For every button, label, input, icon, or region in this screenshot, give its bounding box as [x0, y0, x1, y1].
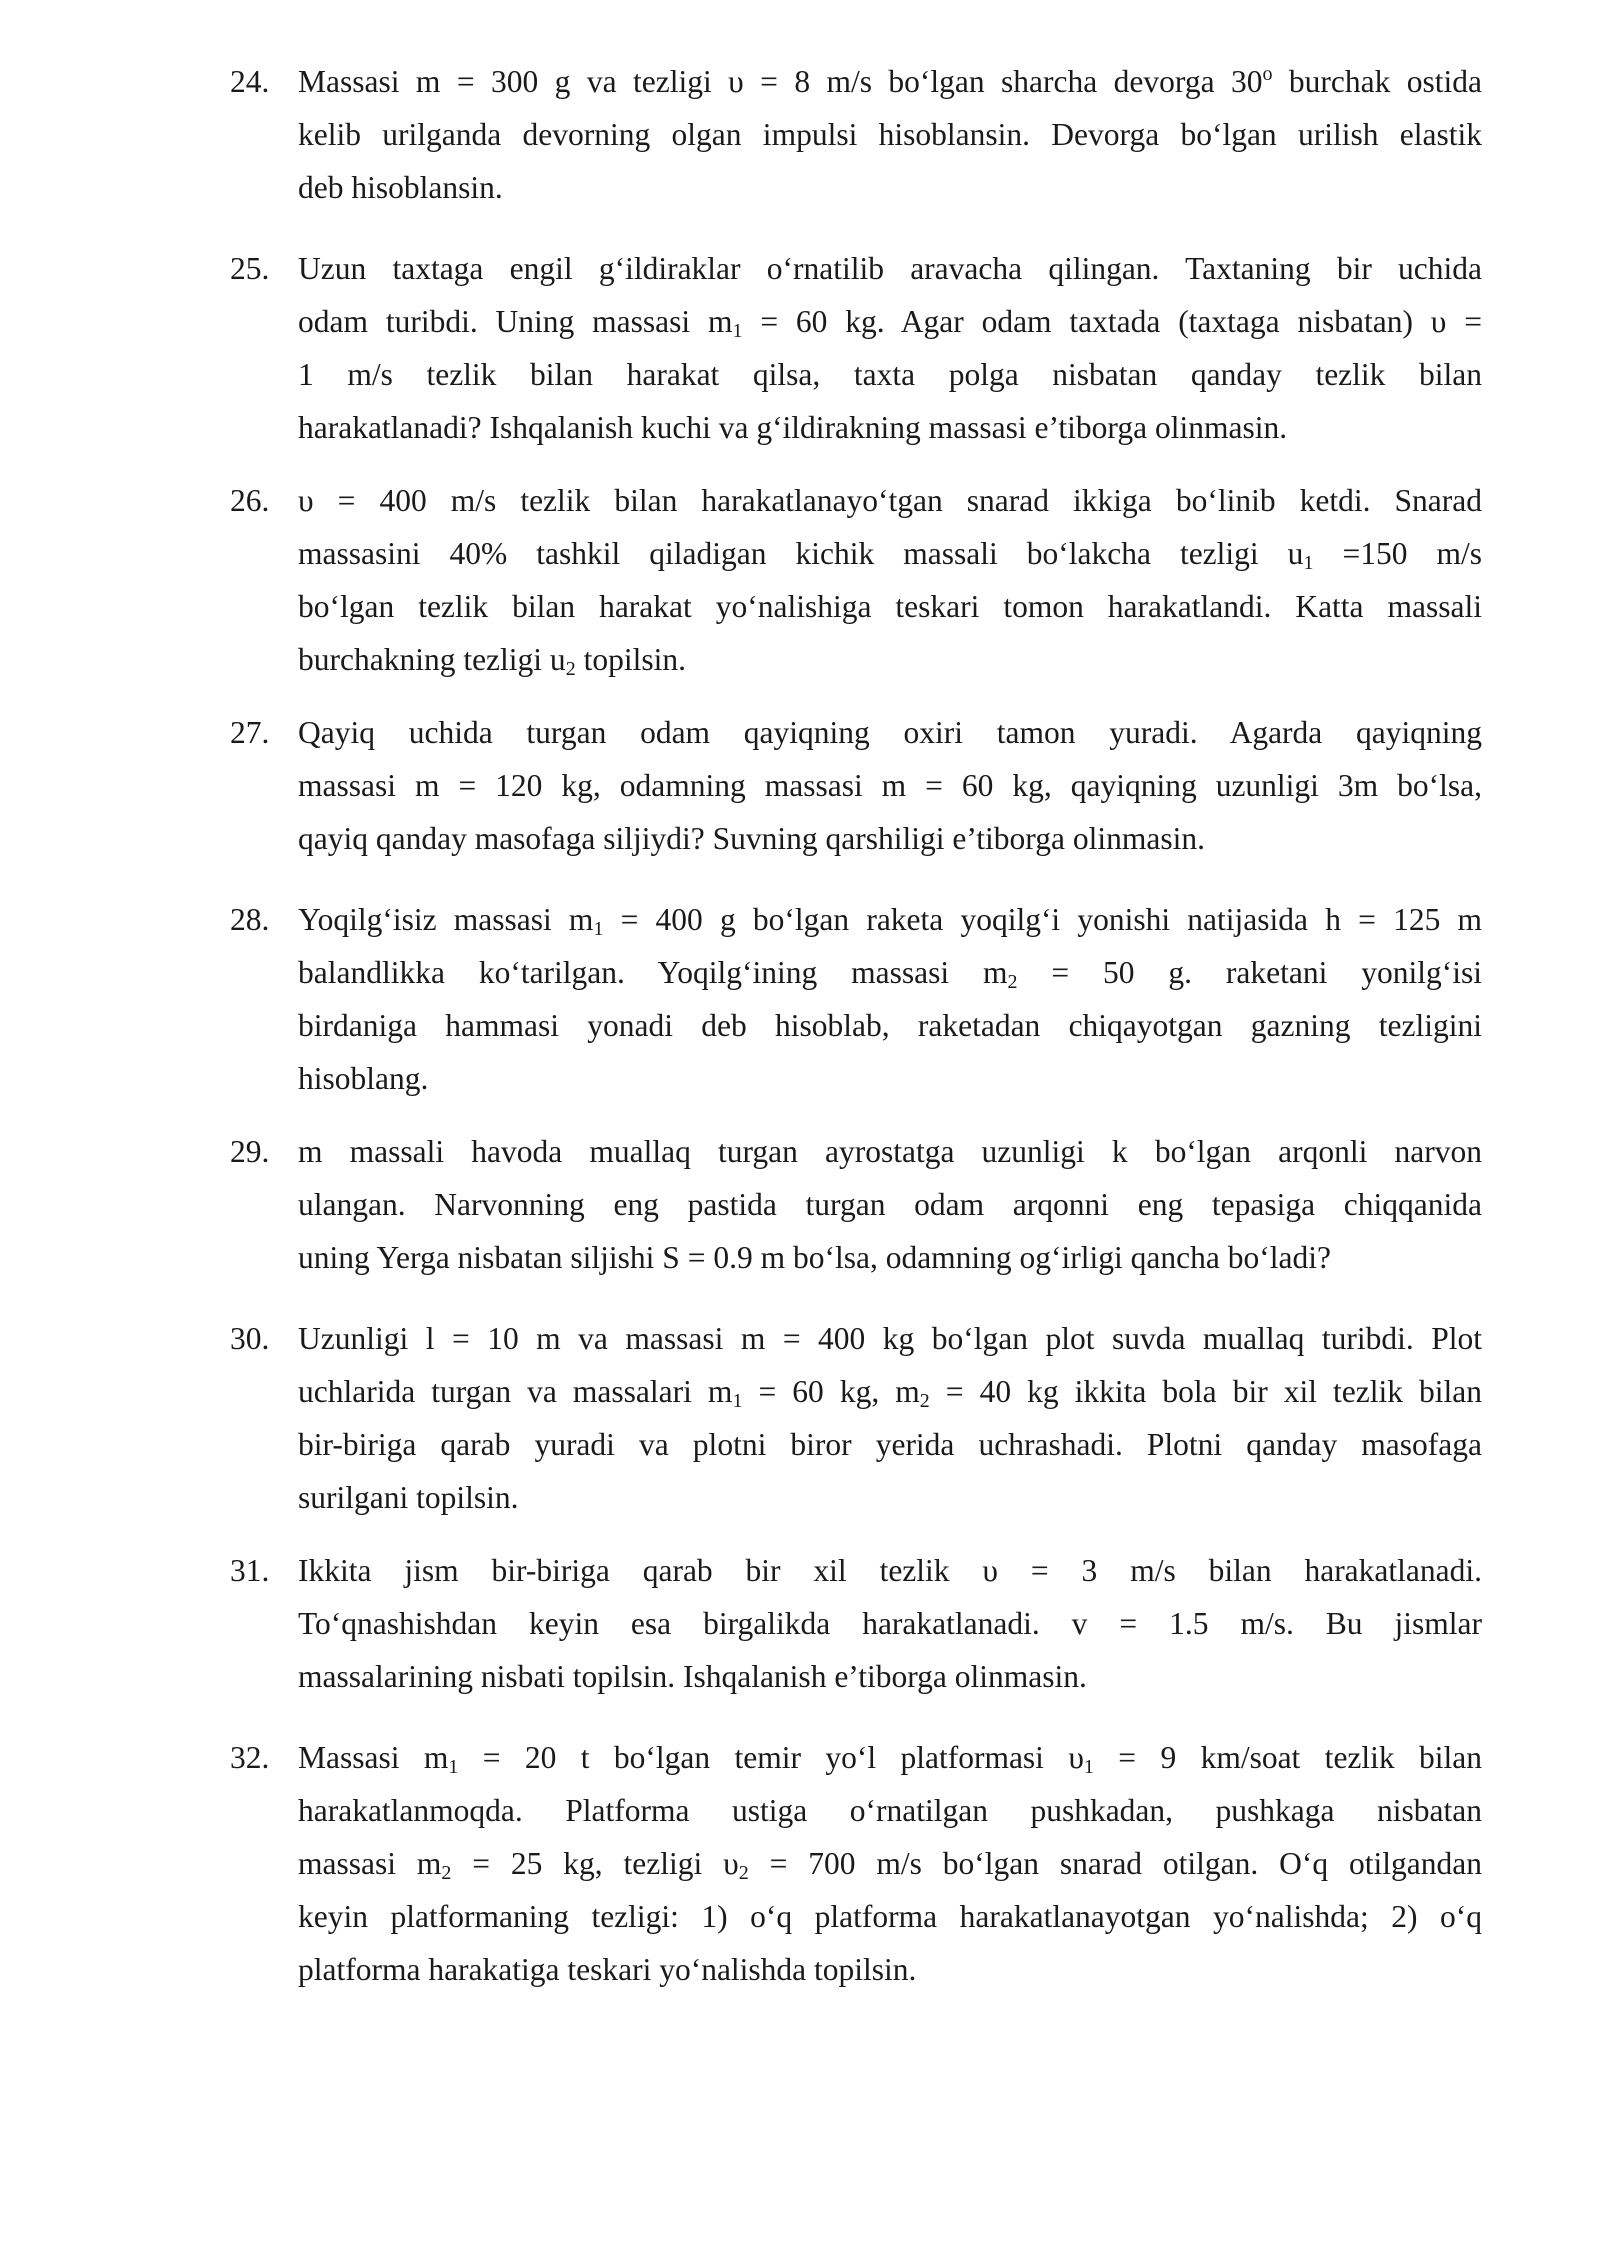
text-segment: = 9 km/soat tezlik bilan	[1093, 1740, 1483, 1775]
problem-text-line	[298, 1471, 1482, 1524]
text-segment: balandlikka ko‘tarilgan. Yoqilg‘ining massasi m	[298, 955, 1008, 990]
subscript: 1	[732, 1390, 743, 1412]
subscript: 2	[441, 1862, 452, 1884]
text-segment: = 60 kg. Agar odam taxtada (taxtaga nisbatan) υ =	[742, 304, 1482, 339]
problem-text-line	[298, 1231, 1482, 1284]
problem-text-line	[298, 1597, 1482, 1650]
text-segment: massasi m	[298, 1846, 442, 1881]
problem-text-line	[298, 108, 1482, 161]
text-segment: harakatlanmoqda. Platforma ustiga o‘rnatilgan pushkadan, pushkaga nisbatan	[298, 1793, 1482, 1828]
problem-text-line	[298, 348, 1482, 401]
text-segment: Uzunligi l = 10 m va massasi m = 400 kg bo‘lgan plot suvda muallaq turibdi. Plot	[298, 1321, 1482, 1356]
superscript: o	[1262, 63, 1273, 85]
problem-text-line	[298, 1837, 1482, 1890]
problem-number: 32.	[230, 1740, 270, 1775]
problem-number: 31.	[230, 1553, 270, 1588]
problem-number: 28.	[230, 902, 270, 937]
text-segment: Massasi m = 300 g va tezligi υ = 8 m/s bo‘lgan sharcha devorga 30	[298, 64, 1263, 99]
problem-text-line	[298, 1418, 1482, 1471]
text-segment: burchakning tezligi u	[298, 642, 566, 677]
problem-text-line	[298, 1544, 1482, 1597]
text-segment: topilsin.	[575, 642, 686, 677]
problem-text-line	[298, 1731, 1482, 1784]
text-segment: bir-biriga qarab yuradi va plotni biror yerida uchrashadi. Plotni qanday masofaga	[298, 1427, 1482, 1462]
problem-text-line	[298, 946, 1482, 999]
problem-number: 25.	[230, 251, 270, 286]
text-segment: uchlarida turgan va massalari m	[298, 1374, 733, 1409]
text-segment: = 50 g. raketani yonilg‘isi	[1017, 955, 1482, 990]
subscript: 1	[732, 320, 743, 342]
problem-text-line	[298, 706, 1482, 759]
text-segment: Uzun taxtaga engil g‘ildiraklar o‘rnatilib aravacha qilingan. Taxtaning bir uchida	[298, 251, 1482, 286]
text-segment: To‘qnashishdan keyin esa birgalikda harakatlanadi. v = 1.5 m/s. Bu jismlar	[298, 1606, 1482, 1641]
text-segment: hisoblang.	[298, 1061, 429, 1096]
problem-text-line	[298, 161, 1482, 214]
problem-number: 29.	[230, 1134, 270, 1169]
text-segment: uning Yerga nisbatan siljishi S = 0.9 m bo‘lsa, odamning og‘irligi qancha bo‘ladi?	[298, 1240, 1331, 1275]
text-segment: m massali havoda muallaq turgan ayrostatga uzunligi k bo‘lgan arqonli narvon	[298, 1134, 1482, 1169]
problem-text-line	[298, 242, 1482, 295]
subscript: 1	[448, 1756, 459, 1778]
problem-text-line	[298, 474, 1482, 527]
problem-text-line	[298, 527, 1482, 580]
subscript: 2	[919, 1390, 930, 1412]
text-segment: = 25 kg, tezligi υ	[451, 1846, 739, 1881]
text-segment: massasini 40% tashkil qiladigan kichik massali bo‘lakcha tezligi u	[298, 536, 1304, 571]
text-segment: massasi m = 120 kg, odamning massasi m = 60 kg, qayiqning uzunligi 3m bo‘lsa,	[298, 768, 1482, 803]
subscript: 1	[593, 918, 604, 940]
subscript: 2	[1007, 971, 1018, 993]
text-segment: harakatlanadi? Ishqalanish kuchi va g‘ildirakning massasi e’tiborga olinmasin.	[298, 410, 1288, 445]
problem-text-line	[298, 759, 1482, 812]
problem-text-line	[298, 295, 1482, 348]
subscript: 2	[565, 658, 576, 680]
text-segment: ulangan. Narvonning eng pastida turgan odam arqonni eng tepasiga chiqqanida	[298, 1187, 1482, 1222]
problem-text-line	[298, 1312, 1482, 1365]
text-segment: keyin platformaning tezligi: 1) o‘q platforma harakatlanayotgan yo‘nalishda; 2) o‘q	[298, 1899, 1482, 1934]
text-segment: kelib urilganda devorning olgan impulsi hisoblansin. Devorga bo‘lgan urilish elastik	[298, 117, 1482, 152]
text-segment: odam turibdi. Uning massasi m	[298, 304, 733, 339]
problem-text-line	[298, 401, 1482, 454]
text-segment: = 60 kg, m	[742, 1374, 920, 1409]
text-segment: massalarining nisbati topilsin. Ishqalanish e’tiborga olinmasin.	[298, 1659, 1087, 1694]
problem-number: 27.	[230, 715, 270, 750]
text-segment: Qayiq uchida turgan odam qayiqning oxiri tamon yuradi. Agarda qayiqning	[298, 715, 1482, 750]
text-segment: bo‘lgan tezlik bilan harakat yo‘nalishiga teskari tomon harakatlandi. Katta massali	[298, 589, 1482, 624]
text-segment: birdaniga hammasi yonadi deb hisoblab, raketadan chiqayotgan gazning tezligini	[298, 1008, 1482, 1043]
subscript: 2	[738, 1862, 749, 1884]
problem-number: 30.	[230, 1321, 270, 1356]
problem-text-line	[298, 55, 1482, 108]
text-segment: = 700 m/s bo‘lgan snarad otilgan. O‘q otilgandan	[748, 1846, 1482, 1881]
problem-text-line	[298, 893, 1482, 946]
text-segment: Ikkita jism bir-biriga qarab bir xil tezlik υ = 3 m/s bilan harakatlanadi.	[298, 1553, 1482, 1588]
subscript: 1	[1083, 1756, 1094, 1778]
problem-number: 26.	[230, 483, 270, 518]
problem-text-line	[298, 1178, 1482, 1231]
problem-number: 24.	[230, 64, 270, 99]
text-segment: qayiq qanday masofaga siljiydi? Suvning qarshiligi e’tiborga olinmasin.	[298, 821, 1205, 856]
problem-text-line	[298, 1890, 1482, 1943]
text-segment: Yoqilg‘isiz massasi m	[298, 902, 594, 937]
problem-text-line	[298, 580, 1482, 633]
problem-text-line	[298, 1943, 1482, 1996]
text-segment: platforma harakatiga teskari yo‘nalishda topilsin.	[298, 1952, 917, 1987]
text-segment: =150 m/s	[1313, 536, 1482, 571]
problem-text-line	[298, 1650, 1482, 1703]
text-segment: Massasi m	[298, 1740, 449, 1775]
text-segment: deb hisoblansin.	[298, 170, 503, 205]
problem-text-line	[298, 1784, 1482, 1837]
text-segment: 1 m/s tezlik bilan harakat qilsa, taxta polga nisbatan qanday tezlik bilan	[298, 357, 1482, 392]
text-segment: υ = 400 m/s tezlik bilan harakatlanayo‘tgan snarad ikkiga bo‘linib ketdi. Snarad	[298, 483, 1482, 518]
problem-text-line	[298, 633, 1482, 686]
text-segment: surilgani topilsin.	[298, 1480, 519, 1515]
problem-text-line	[298, 812, 1482, 865]
problem-text-line	[298, 1125, 1482, 1178]
text-segment: = 20 t bo‘lgan temir yo‘l platformasi υ	[458, 1740, 1084, 1775]
text-segment: = 400 g bo‘lgan raketa yoqilg‘i yonishi natijasida h = 125 m	[603, 902, 1482, 937]
problem-text-line	[298, 1365, 1482, 1418]
subscript: 1	[1303, 552, 1314, 574]
problem-text-line	[298, 1052, 1482, 1105]
text-segment: = 40 kg ikkita bola bir xil tezlik bilan	[929, 1374, 1482, 1409]
text-segment: burchak ostida	[1272, 64, 1482, 99]
problem-text-line	[298, 999, 1482, 1052]
